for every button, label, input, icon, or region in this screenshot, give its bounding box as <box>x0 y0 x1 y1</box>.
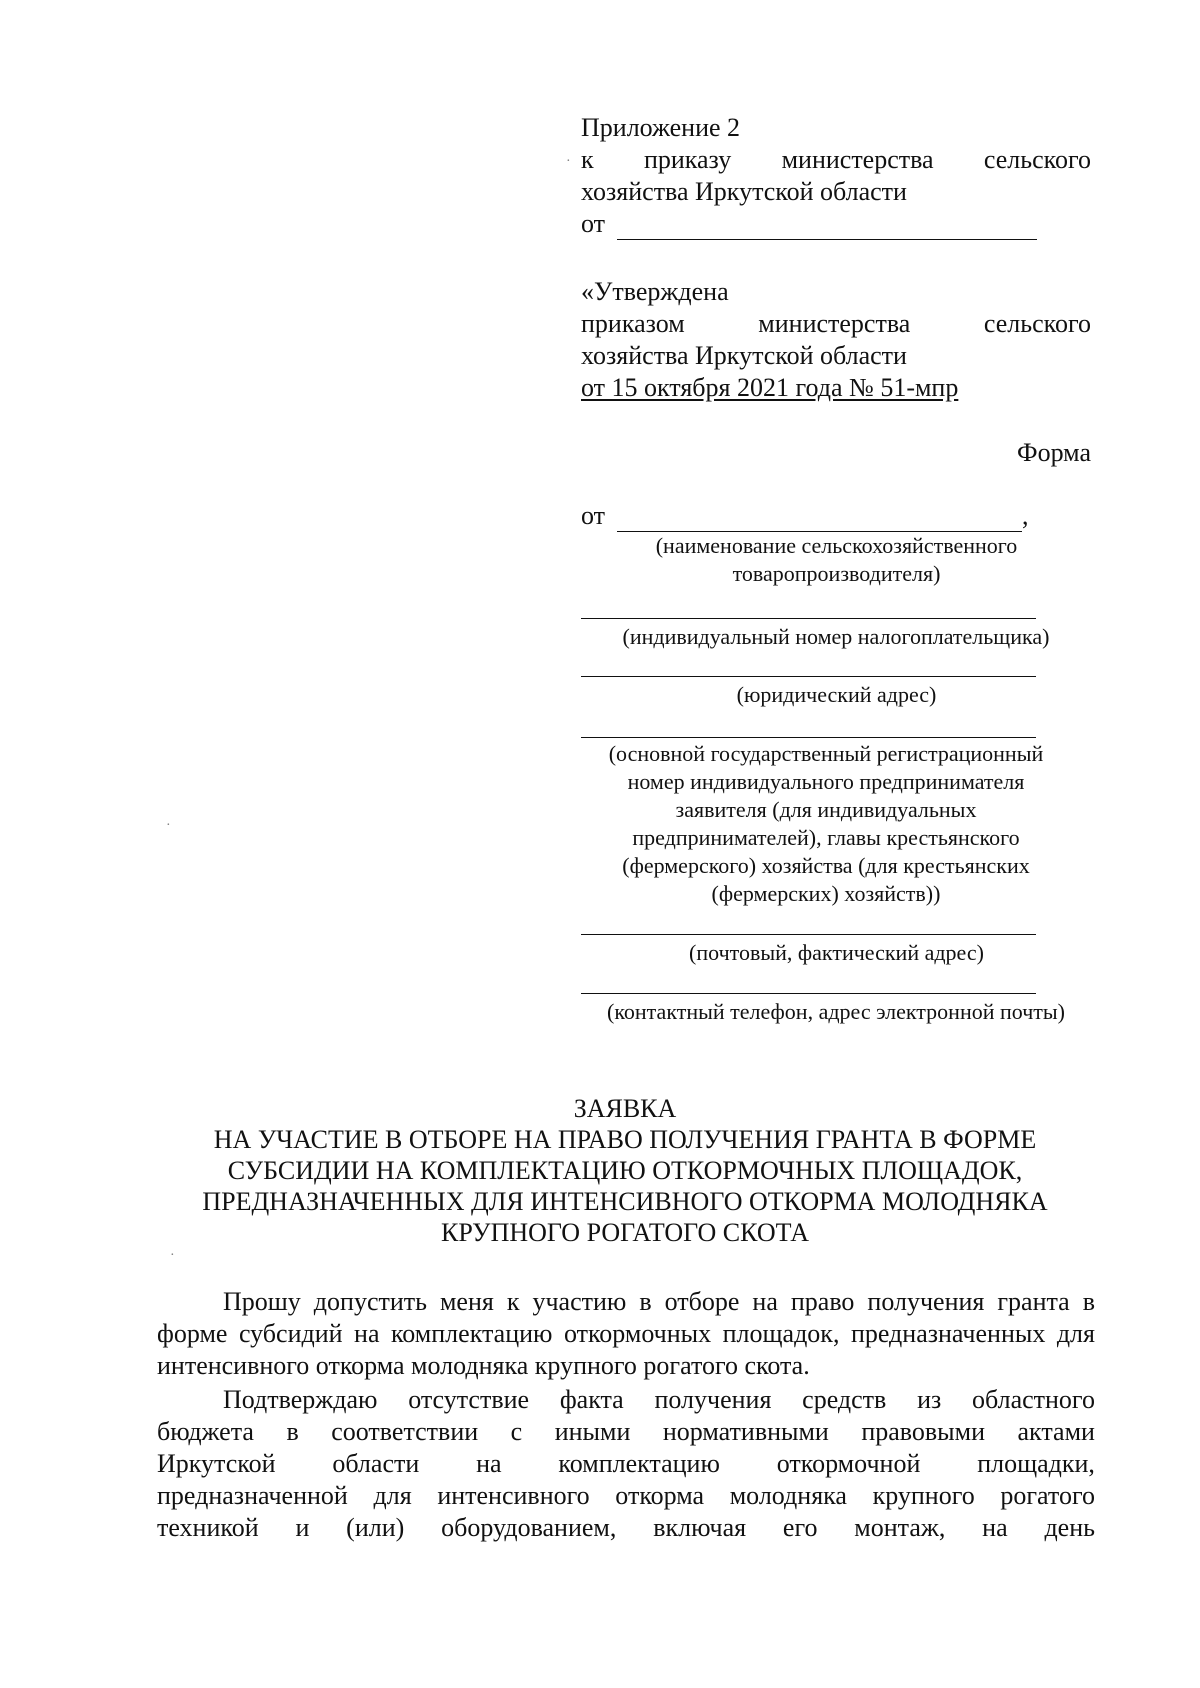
word: комплектацию <box>558 1449 720 1478</box>
annex-word: к <box>581 145 594 174</box>
confirmation-line <box>157 1416 1095 1448</box>
word: молодняка <box>729 1481 847 1510</box>
word: иными <box>554 1417 631 1446</box>
approval-block <box>581 276 1091 404</box>
requisites-comma: , <box>1022 501 1029 530</box>
word: области <box>332 1449 420 1478</box>
postal-address-blank <box>581 934 1036 935</box>
field-caption-name <box>609 532 1064 588</box>
paragraph-confirmation <box>157 1384 1095 1544</box>
word: правовыми <box>861 1417 986 1446</box>
annex-date-blank <box>617 213 1037 240</box>
field-caption-contacts <box>581 998 1091 1026</box>
word: получения <box>654 1385 772 1414</box>
requisites-from-label: от <box>581 501 606 530</box>
annex-line-3: хозяйства Иркутской области <box>581 177 907 206</box>
word: соответствии <box>331 1417 479 1446</box>
annex-from-label: от <box>581 209 606 238</box>
field-caption-legal-address <box>609 681 1064 709</box>
word: и <box>295 1513 310 1542</box>
approval-line-2 <box>581 308 1091 340</box>
word: оборудованием, <box>441 1513 617 1542</box>
word: на <box>476 1449 502 1478</box>
title-line: СУБСИДИИ НА КОМПЛЕКТАЦИЮ ОТКОРМОЧНЫХ ПЛОЩАДОК, <box>227 1156 1023 1185</box>
word: нормативными <box>662 1417 829 1446</box>
approval-word: министерства <box>758 309 911 338</box>
approval-line-3: хозяйства Иркутской области <box>581 341 907 370</box>
approval-order-ref: от 15 октября 2021 года № 51-мпр <box>581 373 959 402</box>
word: Иркутской <box>157 1449 276 1478</box>
approval-line-1: «Утверждена <box>581 277 729 306</box>
caption-line: заявителя (для индивидуальных <box>675 797 977 822</box>
word: площадки, <box>977 1449 1095 1478</box>
caption-line: номер индивидуального предпринимателя <box>627 769 1025 794</box>
word: монтаж, <box>854 1513 946 1542</box>
word: с <box>510 1417 523 1446</box>
caption-line: (основной государственный регистрационный <box>608 741 1044 766</box>
application-title <box>150 1093 1100 1248</box>
title-line: КРУПНОГО РОГАТОГО СКОТА <box>441 1218 809 1247</box>
contacts-blank <box>581 993 1036 994</box>
inn-blank <box>581 618 1036 619</box>
word: отсутствие <box>408 1385 530 1414</box>
word: факта <box>559 1385 624 1414</box>
word: средств <box>802 1385 887 1414</box>
title-line: НА УЧАСТИЕ В ОТБОРЕ НА ПРАВО ПОЛУЧЕНИЯ ГРАНТА В ФОРМЕ <box>213 1125 1037 1154</box>
form-label: Форма <box>1017 438 1091 467</box>
confirmation-line <box>157 1448 1095 1480</box>
annex-title: Приложение 2 <box>581 113 741 142</box>
word: из <box>917 1385 942 1414</box>
applicant-name-blank <box>617 505 1022 532</box>
caption-line: (наименование сельскохозяйственного <box>655 533 1018 558</box>
field-caption-ogrnip <box>581 740 1071 908</box>
annex-word: сельского <box>983 145 1091 174</box>
annex-line-2 <box>581 144 1091 176</box>
applicant-name-row <box>581 500 1091 532</box>
word: откорма <box>615 1481 705 1510</box>
scan-speck: · <box>566 154 571 169</box>
word: бюджета <box>157 1417 254 1446</box>
word: Подтверждаю <box>223 1385 378 1414</box>
ogrnip-blank <box>581 737 1036 738</box>
field-caption-postal-address <box>609 939 1064 967</box>
caption-line: (почтовый, фактический адрес) <box>689 940 984 965</box>
word: день <box>1044 1513 1095 1542</box>
word: техникой <box>157 1513 259 1542</box>
legal-address-blank <box>581 676 1036 677</box>
caption-line: (индивидуальный номер налогоплательщика) <box>622 624 1050 649</box>
word: интенсивного <box>437 1481 590 1510</box>
word: предназначенной <box>157 1481 348 1510</box>
applicant-requisites <box>581 500 1091 1026</box>
scan-speck: · <box>166 818 171 833</box>
word: для <box>373 1481 412 1510</box>
word: на <box>982 1513 1008 1542</box>
annex-word: приказу <box>643 145 732 174</box>
word: включая <box>653 1513 747 1542</box>
caption-line: (фермерских) хозяйств)) <box>711 881 941 906</box>
caption-line: предпринимателей), главы крестьянского <box>632 825 1020 850</box>
caption-line: (фермерского) хозяйства (для крестьянских <box>622 853 1030 878</box>
scan-speck: · <box>170 1248 175 1263</box>
word: крупного <box>872 1481 975 1510</box>
confirmation-line <box>157 1384 1095 1416</box>
application-body <box>157 1286 1095 1544</box>
word: его <box>782 1513 818 1542</box>
word: рогатого <box>1000 1481 1095 1510</box>
paragraph-request: Прошу допустить меня к участию в отборе на право получения гранта в форме субсидий на комплектацию откормочных площадок, предназначенных для интенсивного откорма молодняка крупного рогатого скота. <box>157 1287 1095 1380</box>
field-caption-inn <box>581 623 1091 651</box>
word: откормочной <box>776 1449 921 1478</box>
approval-word: приказом <box>581 309 685 338</box>
annex-date-row <box>581 208 1091 240</box>
word: (или) <box>346 1513 405 1542</box>
approval-word: сельского <box>983 309 1091 338</box>
caption-line: (контактный телефон, адрес электронной почты) <box>607 999 1065 1024</box>
title-line: ПРЕДНАЗНАЧЕННЫХ ДЛЯ ИНТЕНСИВНОГО ОТКОРМА МОЛОДНЯКА <box>202 1187 1048 1216</box>
confirmation-line <box>157 1512 1095 1544</box>
title-line: ЗАЯВКА <box>573 1094 677 1123</box>
caption-line: (юридический адрес) <box>736 682 937 707</box>
caption-line: товаропроизводителя) <box>732 561 941 586</box>
word: актами <box>1017 1417 1095 1446</box>
word: в <box>286 1417 299 1446</box>
word: областного <box>972 1385 1095 1414</box>
annex-word: министерства <box>781 145 934 174</box>
confirmation-line <box>157 1480 1095 1512</box>
annex-header <box>581 112 1091 240</box>
